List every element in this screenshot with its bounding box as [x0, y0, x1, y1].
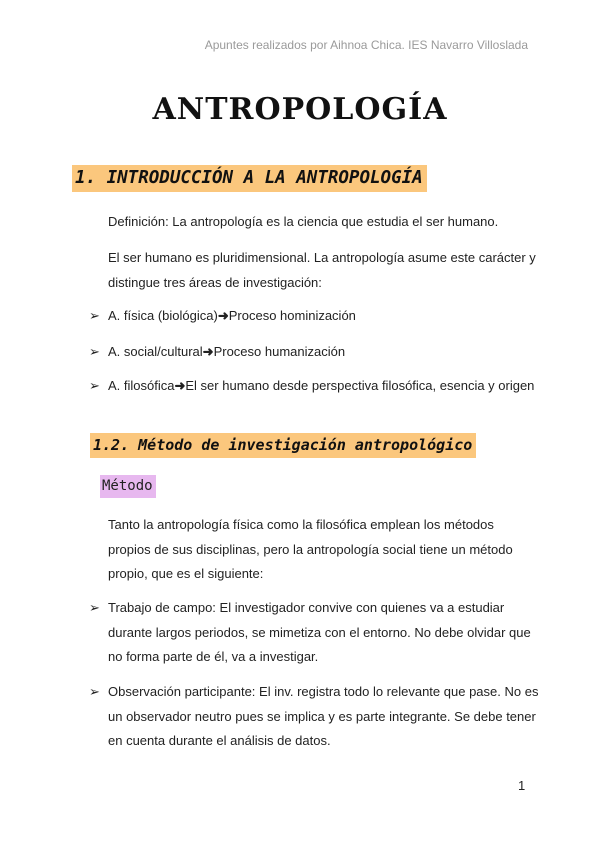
bullet-marker: ➢ — [89, 344, 100, 359]
pluridimensional-paragraph: El ser humano es pluridimensional. La antropología asume este carácter y distingue tres áreas de investigación: — [108, 250, 536, 290]
bullet-label: A. social/cultural — [108, 344, 203, 359]
bullet-text — [108, 304, 539, 329]
bullet-marker: ➢ — [89, 308, 100, 323]
bullet-observacion — [89, 680, 539, 754]
bullet-marker: ➢ — [89, 378, 100, 393]
bullet-marker: ➢ — [89, 600, 100, 615]
arrow-icon: ➜ — [217, 308, 229, 323]
method-paragraph: Tanto la antropología física como la filosófica emplean los métodos propios de sus disciplinas, pero la antropología social tiene un método propio, que es el siguiente: — [108, 517, 513, 581]
page-header: Apuntes realizados por Aihnoa Chica. IES Navarro Villoslada — [204, 38, 528, 52]
bullet-filosofica — [89, 374, 539, 399]
metodo-subheading-text: Método — [100, 475, 156, 498]
bullet-text — [108, 374, 539, 399]
bullet-description: Proceso humanización — [213, 344, 346, 359]
metodo-subheading — [100, 478, 156, 494]
bullet-description: Proceso hominización — [228, 308, 356, 323]
bullet-description: El ser humano desde perspectiva filosófica, esencia y origen — [185, 378, 535, 393]
bullet-trabajo-campo — [89, 596, 539, 670]
bullet-text: Observación participante: El inv. registra todo lo relevante que pase. No es un observador neutro pues se implica y es parte integrante. Se debe tener en cuenta durante el análisis de datos. — [108, 684, 539, 748]
bullet-label: A. filosófica — [108, 378, 175, 393]
section-1-2-heading-text: 1.2. Método de investigación antropológico — [90, 433, 476, 458]
definition-paragraph: Definición: La antropología es la ciencia que estudia el ser humano. — [108, 214, 499, 229]
section-1-heading-text: 1. INTRODUCCIÓN A LA ANTROPOLOGÍA — [72, 165, 427, 192]
bullet-label: A. física (biológica) — [108, 308, 218, 323]
document-title: ANTROPOLOGÍA — [152, 92, 448, 127]
bullet-text — [108, 340, 539, 365]
bullet-social — [89, 340, 539, 365]
section-1-2-heading — [90, 436, 476, 454]
bullet-fisica — [89, 304, 539, 329]
page-number: 1 — [518, 778, 526, 793]
bullet-text: Trabajo de campo: El investigador convive con quienes va a estudiar durante largos periodos, se mimetiza con el entorno. No debe olvidar que no forma parte de él, va a investigar. — [108, 600, 531, 664]
bullet-marker: ➢ — [89, 684, 100, 699]
arrow-icon: ➜ — [202, 344, 214, 359]
arrow-icon: ➜ — [174, 378, 186, 393]
section-1-heading — [72, 168, 427, 188]
